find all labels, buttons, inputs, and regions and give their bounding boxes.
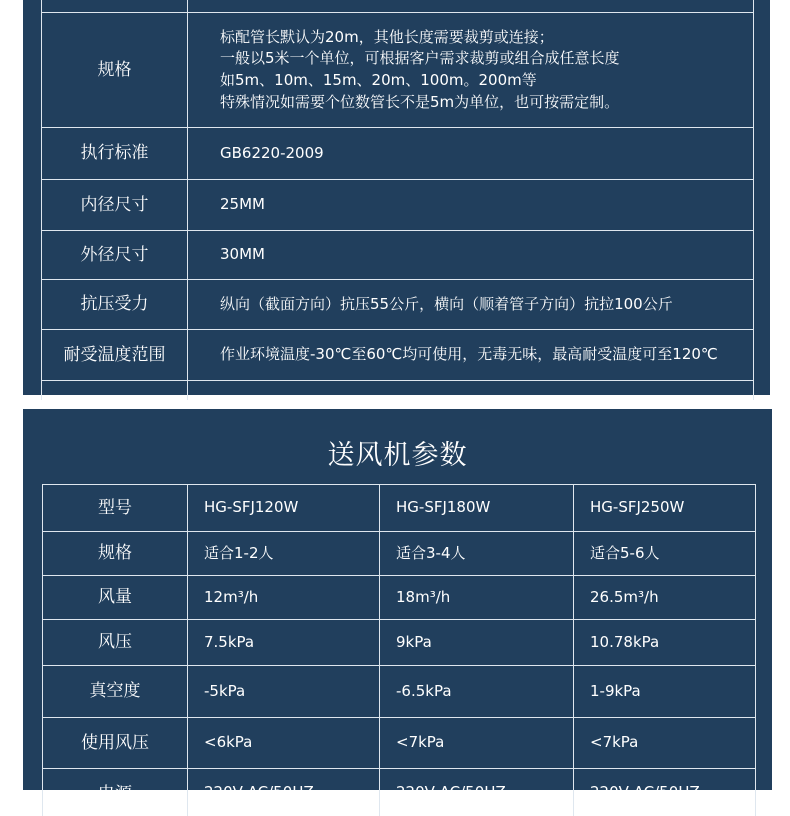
vacuum-250w: 1-9kPa xyxy=(573,665,756,718)
capacity-label: 规格 xyxy=(42,531,188,576)
pressure-resistance-label: 抗压受力 xyxy=(41,279,188,330)
standard-value: GB6220-2009 xyxy=(187,127,754,180)
model-120w: HG-SFJ120W xyxy=(187,484,380,532)
vacuum-120w: -5kPa xyxy=(187,665,380,718)
spec-line-2: 一般以5米一个单位，可根据客户需求裁剪或组合成任意长度 xyxy=(220,49,620,68)
vacuum-label: 真空度 xyxy=(42,665,188,718)
power-120w: 220V AC/50HZ xyxy=(187,768,380,816)
working-pressure-250w: <7kPa xyxy=(573,717,756,769)
power-250w: 220V AC/50HZ xyxy=(573,768,756,816)
temperature-range-label: 耐受温度范围 xyxy=(41,329,188,381)
air-volume-250w: 26.5m³/h xyxy=(573,575,756,620)
working-pressure-180w: <7kPa xyxy=(379,717,574,769)
air-pressure-120w: 7.5kPa xyxy=(187,619,380,666)
outer-diameter-value: 30MM xyxy=(187,230,754,280)
outer-diameter-label: 外径尺寸 xyxy=(41,230,188,280)
power-180w: 220V AC/50HZ xyxy=(379,768,574,816)
spec-line-3: 如5m、10m、15m、20m、100m。200m等 xyxy=(220,71,537,89)
model-180w: HG-SFJ180W xyxy=(379,484,574,532)
air-volume-label: 风量 xyxy=(42,575,188,620)
model-250w: HG-SFJ250W xyxy=(573,484,756,532)
standard-label: 执行标准 xyxy=(41,127,188,180)
temperature-range-value: 作业环境温度-30℃至60℃均可使用，无毒无味，最高耐受温度可至120℃ xyxy=(187,329,754,381)
hose-spec-panel xyxy=(23,0,770,395)
spec-line-4: 特殊情况如需要个位数管长不是5m为单位，也可按需定制。 xyxy=(220,92,620,111)
power-label: 电源 xyxy=(42,768,188,816)
inner-diameter-label: 内径尺寸 xyxy=(41,179,188,231)
capacity-250w: 适合5-6人 xyxy=(573,531,756,576)
pressure-resistance-value: 纵向（截面方向）抗压55公斤，横向（顺着管子方向）抗拉100公斤 xyxy=(187,279,754,330)
air-pressure-180w: 9kPa xyxy=(379,619,574,666)
working-pressure-label: 使用风压 xyxy=(42,717,188,769)
air-volume-120w: 12m³/h xyxy=(187,575,380,620)
blower-params-panel xyxy=(23,409,772,804)
vacuum-180w: -6.5kPa xyxy=(379,665,574,718)
working-pressure-120w: <6kPa xyxy=(187,717,380,769)
spec-value xyxy=(187,12,754,128)
model-label: 型号 xyxy=(42,484,188,532)
blower-params-title: 送风机参数 xyxy=(327,440,468,471)
inner-diameter-value: 25MM xyxy=(187,179,754,231)
air-volume-180w: 18m³/h xyxy=(379,575,574,620)
spec-line-1: 标配管长默认为20m，其他长度需要裁剪或连接； xyxy=(220,27,554,46)
spec-row-bottom-label xyxy=(41,380,188,400)
capacity-120w: 适合1-2人 xyxy=(187,531,380,576)
air-pressure-250w: 10.78kPa xyxy=(573,619,756,666)
spec-label: 规格 xyxy=(41,12,188,128)
capacity-180w: 适合3-4人 xyxy=(379,531,574,576)
air-pressure-label: 风压 xyxy=(42,619,188,666)
spec-row-bottom-value xyxy=(187,380,754,400)
